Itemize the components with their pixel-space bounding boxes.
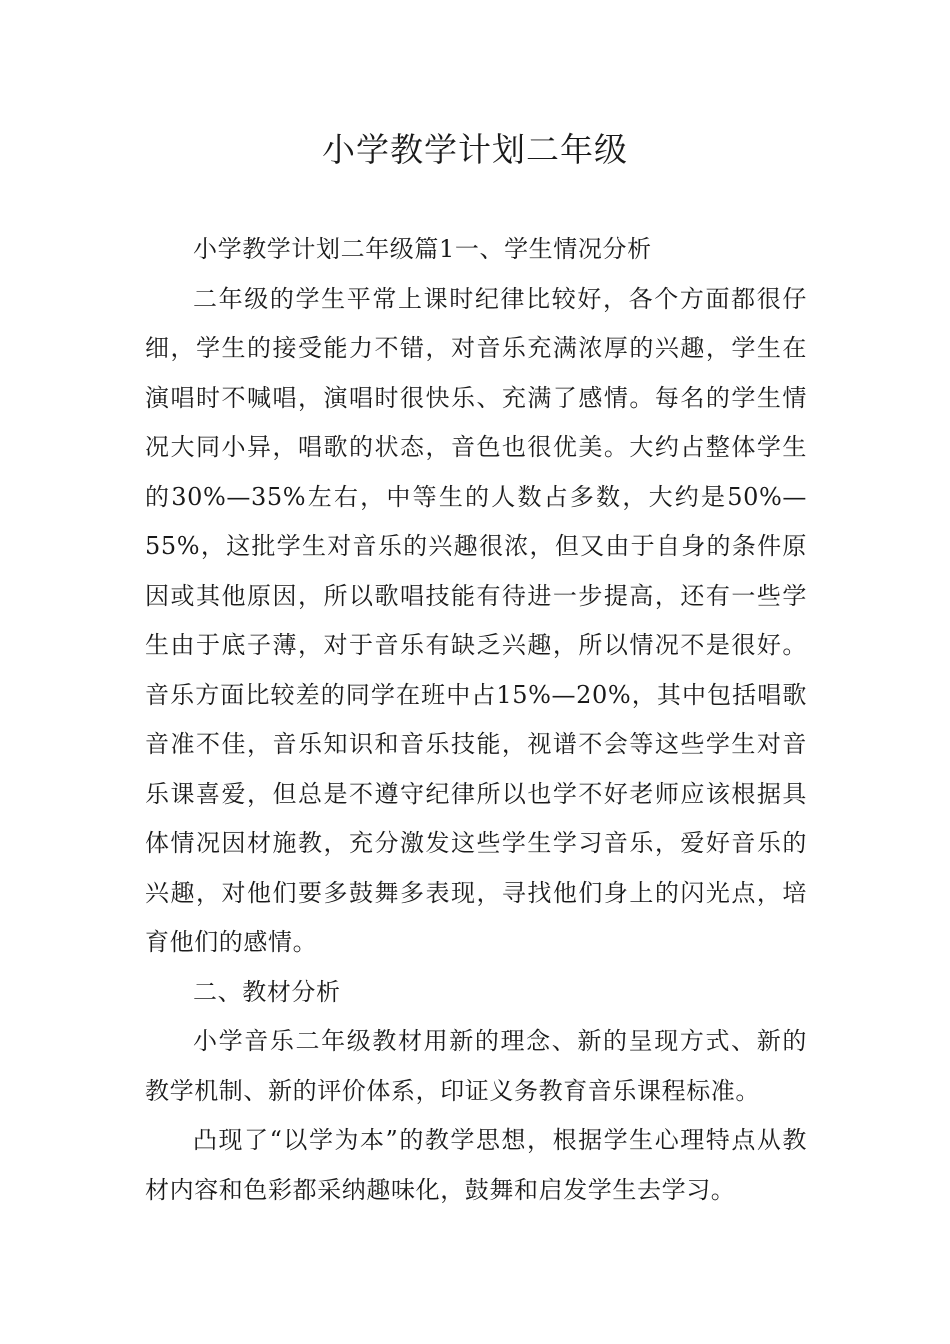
document-body (145, 225, 807, 1215)
paragraph-textbook-analysis: 小学音乐二年级教材用新的理念、新的呈现方式、新的教学机制、新的评价体系，印证义务教育音乐课程标准。 (145, 1027, 807, 1105)
document-title: 小学教学计划二年级 (322, 130, 628, 169)
paragraph-teaching-philosophy: 凸现了“以学为本”的教学思想，根据学生心理特点从教材内容和色彩都采纳趣味化，鼓舞和启发学生去学习。 (145, 1126, 807, 1204)
paragraph-textbook-heading: 二、教材分析 (193, 977, 341, 1006)
paragraph-section-heading: 小学教学计划二年级篇1一、学生情况分析 (193, 235, 652, 263)
paragraph-student-analysis: 二年级的学生平常上课时纪律比较好，各个方面都很仔细，学生的接受能力不错，对音乐充满浓厚的兴趣，学生在演唱时不喊唱，演唱时很快乐、充满了感情。每名的学生情况大同小异，唱歌的状态，音色也很优美。大约占整体学生的30%—35%左右，中等生的人数占多数，大约是50%—55%，这批学生对音乐的兴趣很浓，但又由于自身的条件原因或其他原因，所以歌唱技能有待进一步提高，还有一些学生由于底子薄，对于音乐有缺乏兴趣，所以情况不是很好。音乐方面比较差的同学在班中占15%—20%，其中包括唱歌音准不佳，音乐知识和音乐技能，视谱不会等这些学生对音乐课喜爱，但总是不遵守纪律所以也学不好老师应该根据具体情况因材施教，充分激发这些学生学习音乐，爱好音乐的兴趣，对他们要多鼓舞多表现，寻找他们身上的闪光点，培育他们的感情。 (145, 284, 807, 956)
